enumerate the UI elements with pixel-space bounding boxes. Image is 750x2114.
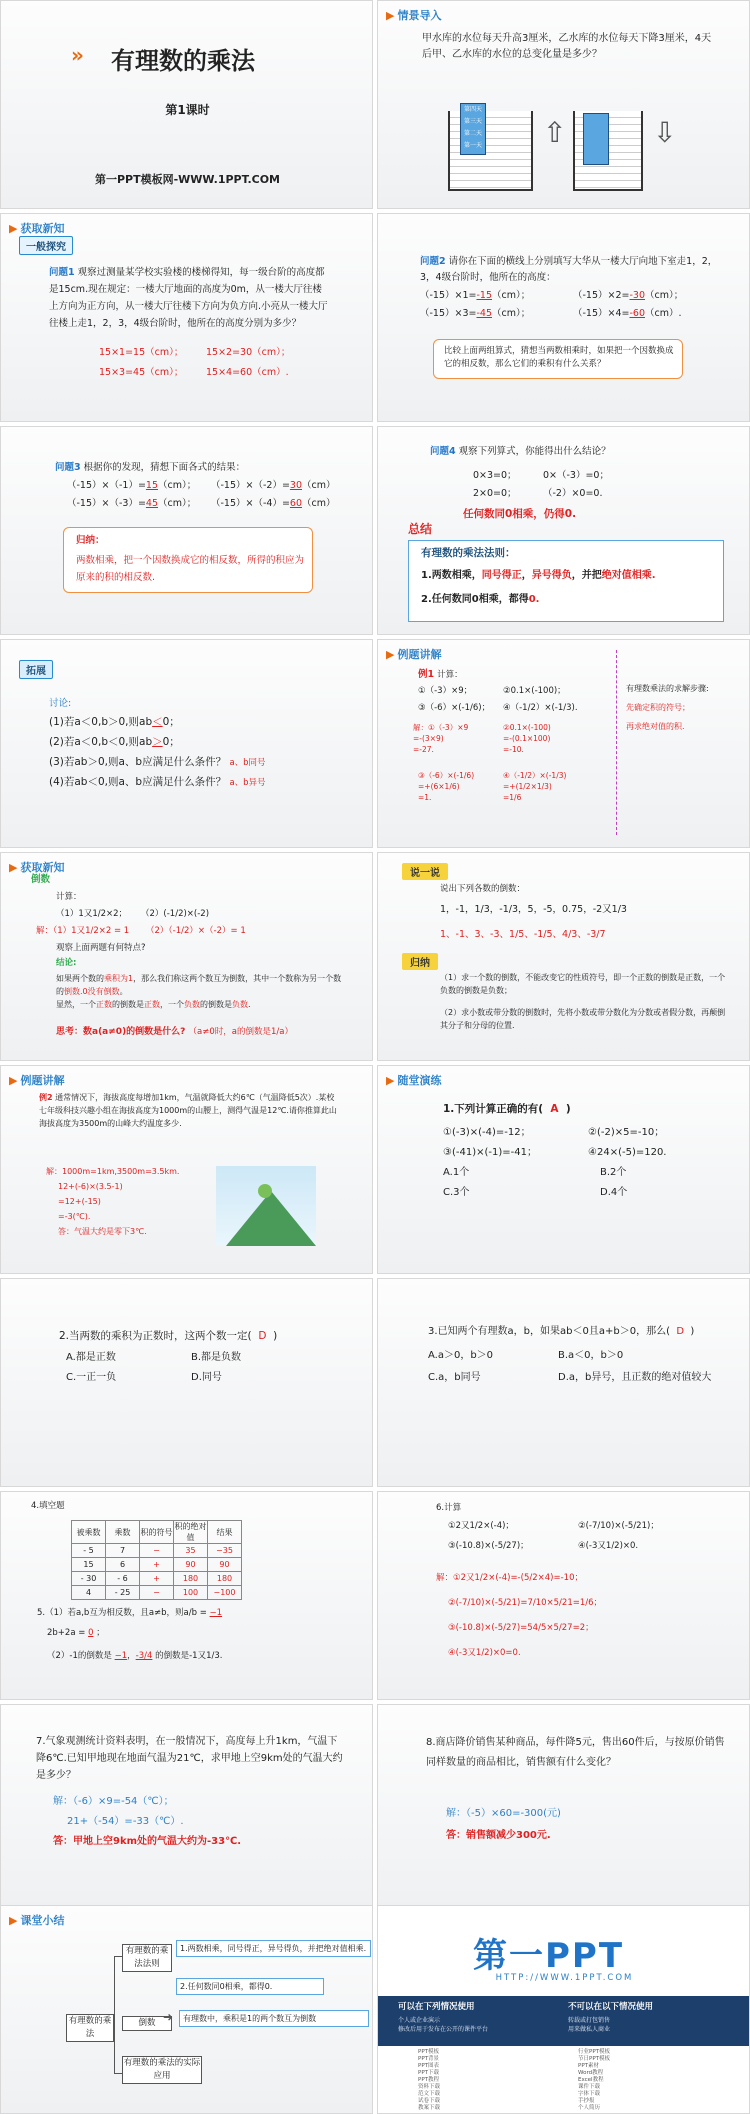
choice-b: B.都是负数	[191, 1352, 242, 1363]
page-title: 有理数的乘法	[111, 47, 255, 75]
cannot-list: 转载或打包销售 用来做私人商业	[568, 2017, 611, 2033]
slide-extension	[0, 639, 373, 848]
answer-3: 15×3=45（cm）；	[99, 367, 184, 378]
can-use-title: 可以在下列情况使用	[398, 2002, 475, 2012]
scale-a	[460, 103, 486, 155]
node-rule: 有理数的乘法法则	[122, 1944, 172, 1972]
summary-text: 两数相乘，把一个因数换成它的相反数，所得的积应为原来的积的相反数.	[76, 555, 305, 583]
solution-2: ②0.1×(-100) =-(0.1×100) =-10.	[503, 723, 551, 754]
lesson-label: 第1课时	[165, 103, 210, 117]
calc-2: （2）(-1/2)×(-2)	[141, 909, 210, 919]
col-header: 被乘数	[72, 1521, 106, 1544]
fill-2: （-15）×（-2）=30（cm）	[211, 480, 336, 491]
table-row: 4 - 25 − 100 −100	[72, 1586, 242, 1600]
rule-box	[408, 540, 724, 622]
hint-text: 比较上面两组算式，猜想当两数相乘时，如果把一个因数换成它的相反数，那么它们的乘积有什么关系？	[444, 346, 674, 369]
slide-summary	[0, 1905, 373, 2114]
slide-practice-4	[0, 1491, 373, 1700]
slide-header: ▶ 例题讲解	[386, 648, 442, 661]
section-tag: 拓展	[19, 660, 53, 679]
arrow-up-icon: ⇧	[543, 116, 567, 149]
rule-2: 2.任何数同0相乘，都得0.	[421, 594, 540, 605]
section-title: 4.填空题	[31, 1501, 65, 1511]
slide-practice-8	[377, 1704, 750, 1913]
calc-label: 计算：	[56, 892, 82, 902]
question-text: 2.当两数的乘积为正数时，这两个数一定( D )	[59, 1330, 278, 1342]
node-application: 有理数的乘法的实际应用	[122, 2056, 202, 2084]
question-text: 例2 通常情况下，海拔高度每增加1km，气温就降低大约6℃（气温降低5次）.某校七年级科技兴趣小组在海拔高度为1000m的山腰上，测得气温是12℃.请你推算此山海拔高度为3500m的山峰大约温度多少.	[39, 1093, 337, 1128]
table-row: 15 6 + 90 90	[72, 1558, 242, 1572]
choice-a: A.都是正数	[66, 1352, 116, 1363]
slide-practice-3	[377, 1278, 750, 1487]
sol-2: （2）（-1/2）×（-2）= 1	[146, 926, 246, 936]
choice-c: C.3个	[443, 1187, 470, 1198]
slide-problem-2	[377, 213, 750, 422]
question-text: 问题1 观察过测量某学校实验楼的楼梯得知，每一级台阶的高度都是15cm.现在规定：一楼大厅地面的高度为0m，从一楼大厅往楼上方向为正方向，从一楼大厅往楼下方向为负方向.小亮从一楼大厅往楼上走1，2，3，4级台阶时，他所在的高度分别为多少？	[49, 267, 328, 329]
arrow-icon: ▶	[386, 648, 395, 661]
brand-url: HTTP://WWW.1PPT.COM	[495, 1973, 634, 1983]
rule-1: 1.两数相乘，同号得正，异号得负，并把绝对值相乘.	[421, 570, 656, 581]
reservoir-diagram	[448, 101, 678, 191]
ans-4: ④(-3又1/2)×0=0.	[448, 1648, 521, 1658]
root-node: 有理数的乘法	[66, 2014, 114, 2042]
table-header-row	[72, 1521, 242, 1544]
eq-1: 0×3=0；	[473, 470, 517, 481]
q5-line-3: （2）-1的倒数是 −1，-3/4 的倒数是-1又1/3.	[47, 1651, 223, 1661]
ans-3: ③(-10.8)×(-5/27)=54/5×5/27=2；	[448, 1623, 594, 1633]
site-label: 第一PPT模板网-WWW.1PPT.COM	[94, 173, 281, 186]
summary-tag: 归纳	[402, 953, 438, 970]
hint-box	[433, 339, 683, 379]
cannot-use-title: 不可以在以下情况使用	[568, 2002, 654, 2012]
answer-4: 15×4=60（cm）.	[206, 367, 289, 378]
brand-logo: 第一PPT	[473, 1936, 625, 1976]
table-row: - 30 - 6 + 180 180	[72, 1572, 242, 1586]
slide-reciprocal	[0, 852, 373, 1061]
slide-say	[377, 852, 750, 1061]
day-2-label: 第二天	[463, 130, 482, 137]
item-3: (3)若ab＞0,则a、b应满足什么条件？ a、b同号	[49, 756, 266, 768]
node-reciprocal: 倒数	[122, 2016, 172, 2031]
problem-4: ④（-1/2）×(-1/3).	[503, 703, 578, 713]
rule-1-box: 1.两数相乘，同号得正，异号得负，并把绝对值相乘.	[176, 1940, 371, 1957]
fill-3: （-15）×（-3）=45（cm）；	[67, 498, 197, 509]
section-tag: 一般探究	[19, 236, 73, 255]
slide-problem-3	[0, 426, 373, 635]
summary-1: （1）求一个数的倒数，不能改变它的性质符号，即一个正数的倒数是正数，一个负数的倒数是负数；	[440, 973, 726, 995]
problem-3: ③（-6）×(-1/6)；	[418, 703, 491, 713]
slide-header: ▶ 随堂演练	[386, 1074, 442, 1087]
col-header: 乘数	[106, 1521, 140, 1544]
slide-header: ▶ 课堂小结	[9, 1914, 65, 1927]
section-title: 6.计算	[436, 1503, 462, 1513]
choice-c: C.一正一负	[66, 1372, 117, 1383]
fill-2: （-15）×2=-30（cm）；	[573, 290, 684, 301]
steps-text: 有理数乘法的求解步骤: 先确定积的符号； 再求绝对值的积.	[626, 684, 709, 731]
fill-3: （-15）×3=-45（cm）；	[420, 308, 531, 319]
calc-1: （1）1又1/2×2；	[56, 909, 128, 919]
rule-2-box: 2.任何数同0相乘，都得0.	[176, 1978, 324, 1995]
slide-header: ▶ 获取新知	[9, 861, 65, 874]
fill-1: （-15）×（-1）=15（cm）；	[67, 480, 197, 491]
section-tag: 说一说	[402, 863, 448, 880]
slide-problem-4	[377, 426, 750, 635]
links-left[interactable]: PPT模板 PPT背景 PPT图表 PPT下载 PPT教程 资料下载 范文下载 试卷下载 教案下载	[418, 2049, 441, 2111]
reciprocal-box: 有理数中，乘积是1的两个数互为倒数	[179, 2010, 369, 2027]
sol-1: 解：（1）1又1/2×2 = 1	[36, 926, 130, 936]
opt-4: ④24×(-5)=120.	[588, 1147, 667, 1158]
col-header: 积的绝对值	[174, 1522, 207, 1542]
problem-2: ②0.1×(-100)；	[503, 686, 566, 696]
question-text: 3.已知两个有理数a，b，如果ab＜0且a+b＞0，那么( D )	[428, 1326, 695, 1337]
solution-1: 解：①（-3）×9 =-(3×9) =-27.	[413, 723, 469, 754]
slide-header: ▶ 获取新知	[9, 222, 65, 235]
question-text: 1.下列计算正确的有( A )	[443, 1103, 571, 1115]
day-3-label: 第三天	[463, 118, 482, 125]
topic-label: 倒数	[31, 874, 51, 885]
ans-3: 答：甲地上空9km处的气温大约为-33℃.	[53, 1836, 242, 1847]
slide-practice-2	[0, 1278, 373, 1487]
item-1: (1)若a＜0,b＞0,则ab＜0；	[49, 716, 180, 728]
question-text: 问题3 根据你的发现，猜想下面各式的结果：	[55, 462, 246, 473]
multiplication-table	[71, 1520, 242, 1600]
solution-4: ④（-1/2）×(-1/3) =+(1/2×1/3) =1/6	[503, 771, 567, 802]
q5-line-2: 2b+2a = 0 ；	[47, 1628, 105, 1638]
can-list: 个人或企业演示 修改后用于发布在公开的课件平台	[398, 2017, 489, 2033]
opt-3: ③(-41)×(-1)=-41；	[443, 1147, 537, 1158]
fill-4: （-15）×（-4）=60（cm）	[211, 498, 336, 509]
prob-2: ②(-7/10)×(-5/21)；	[578, 1521, 659, 1531]
choice-d: D.4个	[600, 1187, 628, 1198]
arrow-icon: ▶	[9, 861, 18, 874]
choice-b: B.2个	[600, 1167, 627, 1178]
conclusion-label: 结论:	[56, 958, 77, 968]
day-1-label: 第一天	[463, 142, 482, 149]
ans-1: 解：①2又1/2×(-4)=-(5/2×4)=-10；	[436, 1573, 583, 1583]
day-4-label: 第四天	[463, 106, 482, 113]
scale-b	[583, 113, 609, 165]
slide-practice-6	[377, 1491, 750, 1700]
arrow-icon: ▶	[9, 1074, 18, 1087]
prob-1: ①2又1/2×(-4)；	[448, 1521, 514, 1531]
ans-1: 解：（-5）×60=-300(元)	[446, 1808, 561, 1819]
think-text: 思考：数a(a≠0)的倒数是什么? （a≠0时，a的倒数是1/a）	[56, 1027, 293, 1037]
ans-2: ②(-7/10)×(-5/21)=7/10×5/21=1/6；	[448, 1598, 603, 1608]
choice-a: A.a＞0，b＞0	[428, 1350, 494, 1361]
prob-4: ④(-3又1/2)×0.	[578, 1541, 639, 1551]
fill-1: （-15）×1=-15（cm）；	[420, 290, 531, 301]
choice-a: A.1个	[443, 1167, 470, 1178]
summary-box	[63, 527, 313, 593]
total-label: 总结	[408, 522, 433, 536]
rule-title: 有理数的乘法法则：	[421, 547, 516, 559]
question-text: 说出下列各数的倒数：	[440, 884, 526, 894]
slide-scene-intro	[377, 0, 750, 209]
discuss-label: 讨论:	[49, 698, 72, 709]
arrow-icon: ▶	[386, 1074, 395, 1087]
ans-2: 21+（-54）=-33（℃）.	[67, 1816, 184, 1827]
arrow-down-icon: ⇩	[653, 116, 677, 149]
eq-2: 0×（-3）=0；	[543, 470, 609, 481]
col-header: 结果	[208, 1521, 242, 1544]
arrow-icon: ▶	[9, 222, 18, 235]
example-title: 例1 计算：	[418, 669, 463, 680]
choice-b: B.a＜0，b＞0	[558, 1350, 624, 1361]
opt-1: ①(-3)×(-4)=-12；	[443, 1127, 531, 1138]
slide-practice-7	[0, 1704, 373, 1913]
question-text: 问题2 请你在下面的横线上分别填写大华从一楼大厅向地下室走1，2，3，4级台阶时，他所在的高度：	[420, 256, 718, 283]
slide-problem-1	[0, 213, 373, 422]
eq-4: （-2）×0=0.	[543, 488, 603, 499]
slide-header: ▶ 情景导入	[386, 9, 442, 22]
question-text: 问题4 观察下列算式，你能得出什么结论？	[430, 446, 611, 457]
question-text: 8.商店降价销售某种商品，每件降5元，售出60件后，与按原价销售同样数量的商品相比，销售额有什么变化？	[426, 1737, 725, 1768]
problem-1: ①（-3）×9；	[418, 686, 473, 696]
divider-line	[616, 650, 617, 835]
item-4: (4)若ab＜0,则a、b应满足什么条件？ a、b异号	[49, 776, 266, 788]
numbers-list: 1，-1，1/3，-1/3，5，-5，0.75，-2又1/3	[440, 904, 627, 915]
slide-header: ▶ 例题讲解	[9, 1074, 65, 1087]
slide-practice-1	[377, 1065, 750, 1274]
arrow-icon: ▶	[9, 1914, 18, 1927]
observe-text: 观察上面两题有何特点?	[56, 943, 146, 953]
fill-4: （-15）×4=-60（cm）.	[573, 308, 682, 319]
tree-lines	[114, 1956, 122, 2074]
slide-example-1	[377, 639, 750, 848]
eq-3: 2×0=0；	[473, 488, 517, 499]
solution-3: ③（-6）×(-1/6) =+(6×1/6) =1.	[418, 771, 475, 802]
conclusion-text: 任何数同0相乘，仍得0.	[463, 508, 577, 520]
answer-1: 15×1=15（cm）；	[99, 347, 184, 358]
q5-line-1: 5.（1）若a,b互为相反数，且a≠b，则a/b = −1	[37, 1608, 223, 1618]
choice-c: C.a，b同号	[428, 1372, 481, 1383]
chevrons-icon: »	[71, 43, 84, 67]
question-text: 甲水库的水位每天升高3厘米，乙水库的水位每天下降3厘米，4天后甲、乙水库的水位的总变化量是多少？	[422, 33, 712, 60]
links-right[interactable]: 行业PPT模板 节日PPT模板 PPT素材 Word教程 Excel教程 课件下载 字体下载 手抄报 个人简历	[578, 2049, 610, 2111]
question-text: 7.气象观测统计资料表明，在一般情况下，高度每上升1km，气温下降6℃.已知甲地现在地面气温为21℃，求甲地上空9km处的气温大约是多少？	[36, 1736, 343, 1781]
conclusion-text: 如果两个数的乘积为1，那么我们称这两个数互为倒数，其中一个数称为另一个数的倒数.0没有倒数。 显然，一个正数的倒数是正数，一个负数的倒数是负数.	[56, 974, 342, 1009]
slide-example-2	[0, 1065, 373, 1274]
slide-title	[0, 0, 373, 209]
table-row: - 5 7 − 35 −35	[72, 1544, 242, 1558]
solution: 解：1000m=1km,3500m=3.5km. 12+(-6)×(3.5-1) =12+(-15) =-3(℃). 答：气温大约是零下3℃.	[46, 1167, 180, 1236]
prob-3: ③(-10.8)×(-5/27)；	[448, 1541, 529, 1551]
arrow-right-icon: ➜	[163, 2010, 174, 2024]
opt-2: ②(-2)×5=-10；	[588, 1127, 665, 1138]
arrow-icon: ▶	[386, 9, 395, 22]
answer-2: 15×2=30（cm）；	[206, 347, 291, 358]
choice-d: D.同号	[191, 1372, 222, 1383]
summary-2: （2）求小数或带分数的倒数时，先将小数或带分数化为分数或者假分数，再颠倒其分子和分母的位置.	[440, 1008, 726, 1030]
summary-label: 归纳：	[76, 535, 105, 546]
item-2: (2)若a＜0,b＜0,则ab＞0；	[49, 736, 180, 748]
ans-1: 解：（-6）×9=-54（℃）；	[53, 1796, 174, 1807]
slide-brand	[377, 1905, 750, 2114]
col-header: 积的符号	[140, 1521, 174, 1544]
ans-2: 答：销售额减少300元.	[446, 1830, 551, 1841]
answers-list: 1、-1、3、-3、1/5、-1/5、4/3、-3/7	[440, 929, 606, 940]
choice-d: D.a，b异号，且正数的绝对值较大	[558, 1372, 712, 1383]
mountain-illustration	[216, 1166, 316, 1246]
